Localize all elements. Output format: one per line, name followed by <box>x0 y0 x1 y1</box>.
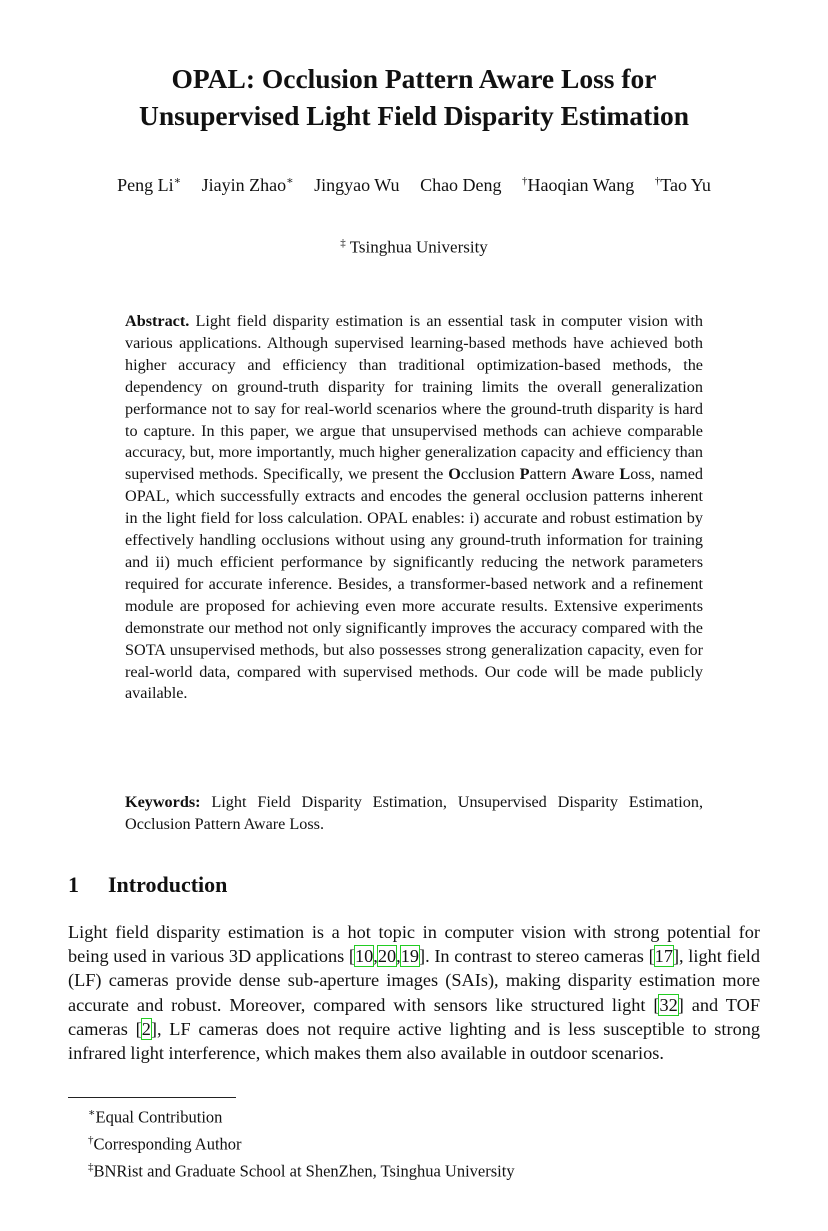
author: Peng Li∗ <box>117 175 182 195</box>
paper-title <box>40 60 788 134</box>
footnote: ∗Equal Contribution <box>88 1107 223 1127</box>
citation-link[interactable]: 17 <box>654 946 673 967</box>
author: Chao Deng <box>420 175 502 195</box>
footnote: ‡BNRist and Graduate School at ShenZhen, Tsinghua University <box>88 1161 515 1181</box>
affiliation-mark: ‡ <box>340 237 346 249</box>
footnote: †Corresponding Author <box>88 1134 242 1154</box>
affiliation-text: Tsinghua University <box>349 237 488 257</box>
author: †Haoqian Wang <box>522 175 635 195</box>
intro-paragraph: Light field disparity estimation is a hot topic in computer vision with strong potential for being used in various 3D applications [10,20,19]. In contrast to stereo cameras [17], light field (LF) cameras provide dense sub-aperture images (SAIs), making disparity estimation more accurate and robust. Moreover, compared with sensors like structured light [32] and TOF cameras [2], LF cameras does not require active lighting and is less susceptible to strong infrared light interference, which makes them also available in outdoor scenarios. <box>68 922 761 1064</box>
abstract-text-1: Light field disparity estimation is an essential task in computer vision with various applications. Although supervised learning-based methods have achieved both higher accuracy and efficiency than traditional optimization-based methods, the dependency on ground-truth disparity for training limits the overall generalization performance not to say for real-world scenarios where the ground-truth disparity is hard to capture. In this paper, we argue that unsupervised methods can achieve comparable accuracy, but, more importantly, much higher generalization capacity and efficiency than supervised methods. Specifically, we present the <box>125 312 703 484</box>
section-heading <box>68 872 227 898</box>
abstract-text-2: , named OPAL, which successfully extracts and encodes the general occlusion patterns inherent in the light field for loss calculation. OPAL enables: i) accurate and robust estimation by effectively handling occlusions without using any ground-truth information for training and ii) much efficient performance by significantly reducing the network parameters required for accurate inference. Besides, a transformer-based network and a refinement module are proposed for achieving even more accurate results. Extensive experiments demonstrate our method not only significantly improves the accuracy compared with the SOTA unsupervised methods, but also possesses strong generalization capacity, even for real-world data, compared with supervised methods. Our code will be made publicly available. <box>125 465 703 703</box>
author: Jingyao Wu <box>314 175 400 195</box>
author: †Tao Yu <box>654 175 711 195</box>
keywords-label: Keywords: <box>125 793 201 811</box>
abstract: Abstract. Light field disparity estimation is an essential task in computer vision with various applications. Although supervised learning-based methods have achieved both higher accuracy and efficiency than traditional optimization-based methods, the dependency on ground-truth disparity for training limits the overall generalization performance not to say for real-world scenarios where the ground-truth disparity is hard to capture. In this paper, we argue that unsupervised methods can achieve comparable accuracy, but, more importantly, much higher generalization capacity and efficiency than supervised methods. Specifically, we present the Occlusion Pattern Aware Loss, named OPAL, which successfully extracts and encodes the general occlusion patterns inherent in the light field for loss calculation. OPAL enables: i) accurate and robust estimation by effectively handling occlusions without using any ground-truth information for training and ii) much efficient performance by significantly reducing the network parameters required for accurate inference. Besides, a transformer-based network and a refinement module are proposed for achieving even more accurate results. Extensive experiments demonstrate our method not only significantly improves the accuracy compared with the SOTA unsupervised methods, but also possesses strong generalization capacity, even for real-world data, compared with supervised methods. Our code will be made publicly available. <box>125 312 703 703</box>
author: Jiayin Zhao∗ <box>201 175 294 195</box>
citation-link[interactable]: 19 <box>400 946 419 967</box>
author-list <box>40 174 788 196</box>
citation-link[interactable]: 20 <box>377 946 397 967</box>
keywords <box>125 792 703 836</box>
citation-link[interactable]: 2 <box>141 1018 151 1039</box>
footnote-divider <box>68 1097 236 1098</box>
citation-link[interactable]: 32 <box>659 994 678 1015</box>
title-line-1: OPAL: Occlusion Pattern Aware Loss for <box>171 63 657 94</box>
section-title: Introduction <box>108 872 228 897</box>
keywords-text: Light Field Disparity Estimation, Unsupervised Disparity Estimation, Occlusion Pattern Aware Loss. <box>125 793 703 833</box>
footnotes <box>88 1102 515 1183</box>
citation-link[interactable]: 10 <box>355 946 374 967</box>
abstract-label: Abstract. <box>125 312 190 330</box>
section-number: 1 <box>68 872 79 897</box>
affiliation <box>40 237 788 258</box>
title-line-2: Unsupervised Light Field Disparity Estimation <box>138 100 690 131</box>
